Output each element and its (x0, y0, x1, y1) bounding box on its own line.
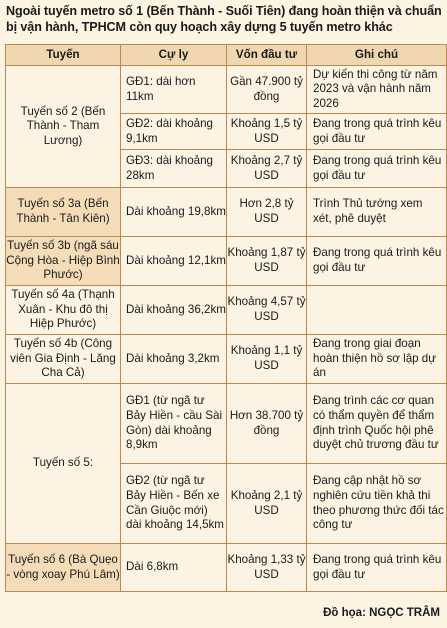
note-cell (307, 286, 447, 335)
note-cell: Trình Thủ tướng xem xét, phê duyệt (307, 188, 447, 237)
note-cell: Đang trong giai đoạn hoàn thiện hồ sơ lập dự án (307, 335, 447, 384)
column-header-distance: Cự ly (121, 45, 227, 66)
note-cell: Đang trình các cơ quan có thẩm quyền để thẩm định trình Quốc hội phê duyệt chủ trương đầu tư (307, 384, 447, 464)
table-row (6, 335, 447, 384)
table-row (6, 188, 447, 237)
metro-lines-table (5, 44, 447, 592)
route-cell: Tuyến số 3b (ngã sáu Cộng Hòa - Hiệp Bình Phước) (6, 237, 121, 286)
column-header-route: Tuyến (6, 45, 121, 66)
column-header-note: Ghi chú (307, 45, 447, 66)
note-cell: Dự kiến thi công từ năm 2023 và vận hành năm 2026 (307, 66, 447, 114)
capital-cell: Gần 47.900 tỷ đồng (227, 66, 307, 114)
graphic-credit: Đồ họa: NGỌC TRÂM (323, 607, 440, 619)
route-cell: Tuyến số 6 (Bà Quẹo - vòng xoay Phú Lâm) (6, 544, 121, 592)
capital-cell: Khoảng 1,87 tỷ USD (227, 237, 307, 286)
capital-cell: Khoảng 1,1 tỷ USD (227, 335, 307, 384)
distance-cell: GĐ3: dài khoảng 28km (121, 150, 227, 188)
note-cell: Đang trong quá trình kêu gọi đầu tư (307, 544, 447, 592)
distance-cell: Dài khoảng 3,2km (121, 335, 227, 384)
table-header-row (6, 45, 447, 66)
route-cell: Tuyến số 4a (Thạnh Xuân - Khu đô thị Hiệp Phước) (6, 286, 121, 335)
route-cell: Tuyến số 4b (Công viên Gia Định - Lăng Cha Cả) (6, 335, 121, 384)
table-row (6, 237, 447, 286)
infographic-title: Ngoài tuyến metro số 1 (Bến Thành - Suối Tiên) đang hoàn thiện và chuẩn bị vận hành, TPHCM còn quy hoạch xây dựng 5 tuyến metro khác (6, 4, 442, 34)
note-cell: Đang trong quá trình kêu gọi đầu tư (307, 150, 447, 188)
note-cell: Đang cập nhật hồ sơ nghiên cứu tiền khả thi theo phương thức đối tác công tư (307, 464, 447, 544)
route-cell: Tuyến số 2 (Bến Thành - Tham Lương) (6, 66, 121, 188)
column-header-capital: Vốn đầu tư (227, 45, 307, 66)
distance-cell: Dài 6,8km (121, 544, 227, 592)
distance-cell: Dài khoảng 19,8km (121, 188, 227, 237)
distance-cell: GĐ2 (từ ngã tư Bảy Hiền - Bến xe Cần Giuộc mới) dài khoảng 14,5km (121, 464, 227, 544)
distance-cell: GĐ2: dài khoảng 9,1km (121, 114, 227, 150)
table-row (6, 66, 447, 114)
distance-cell: GĐ1: dài hơn 11km (121, 66, 227, 114)
table-row (6, 384, 447, 464)
capital-cell: Khoảng 2,1 tỷ USD (227, 464, 307, 544)
distance-cell: Dài khoảng 36,2km (121, 286, 227, 335)
distance-cell: GĐ1 (từ ngã tư Bảy Hiền - cầu Sài Gòn) dài khoảng 8,9km (121, 384, 227, 464)
capital-cell: Khoảng 1,5 tỷ USD (227, 114, 307, 150)
table-row (6, 544, 447, 592)
capital-cell: Khoảng 1,33 tỷ USD (227, 544, 307, 592)
capital-cell: Hơn 38.700 tỷ đồng (227, 384, 307, 464)
capital-cell: Khoảng 4,57 tỷ USD (227, 286, 307, 335)
table-row (6, 286, 447, 335)
capital-cell: Khoảng 2,7 tỷ USD (227, 150, 307, 188)
route-cell: Tuyến số 5: (6, 384, 121, 544)
note-cell: Đang trong quá trình kêu gọi đầu tư (307, 237, 447, 286)
capital-cell: Hơn 2,8 tỷ USD (227, 188, 307, 237)
route-cell: Tuyến số 3a (Bến Thành - Tân Kiên) (6, 188, 121, 237)
distance-cell: Dài khoảng 12,1km (121, 237, 227, 286)
note-cell: Đang trong quá trình kêu gọi đầu tư (307, 114, 447, 150)
